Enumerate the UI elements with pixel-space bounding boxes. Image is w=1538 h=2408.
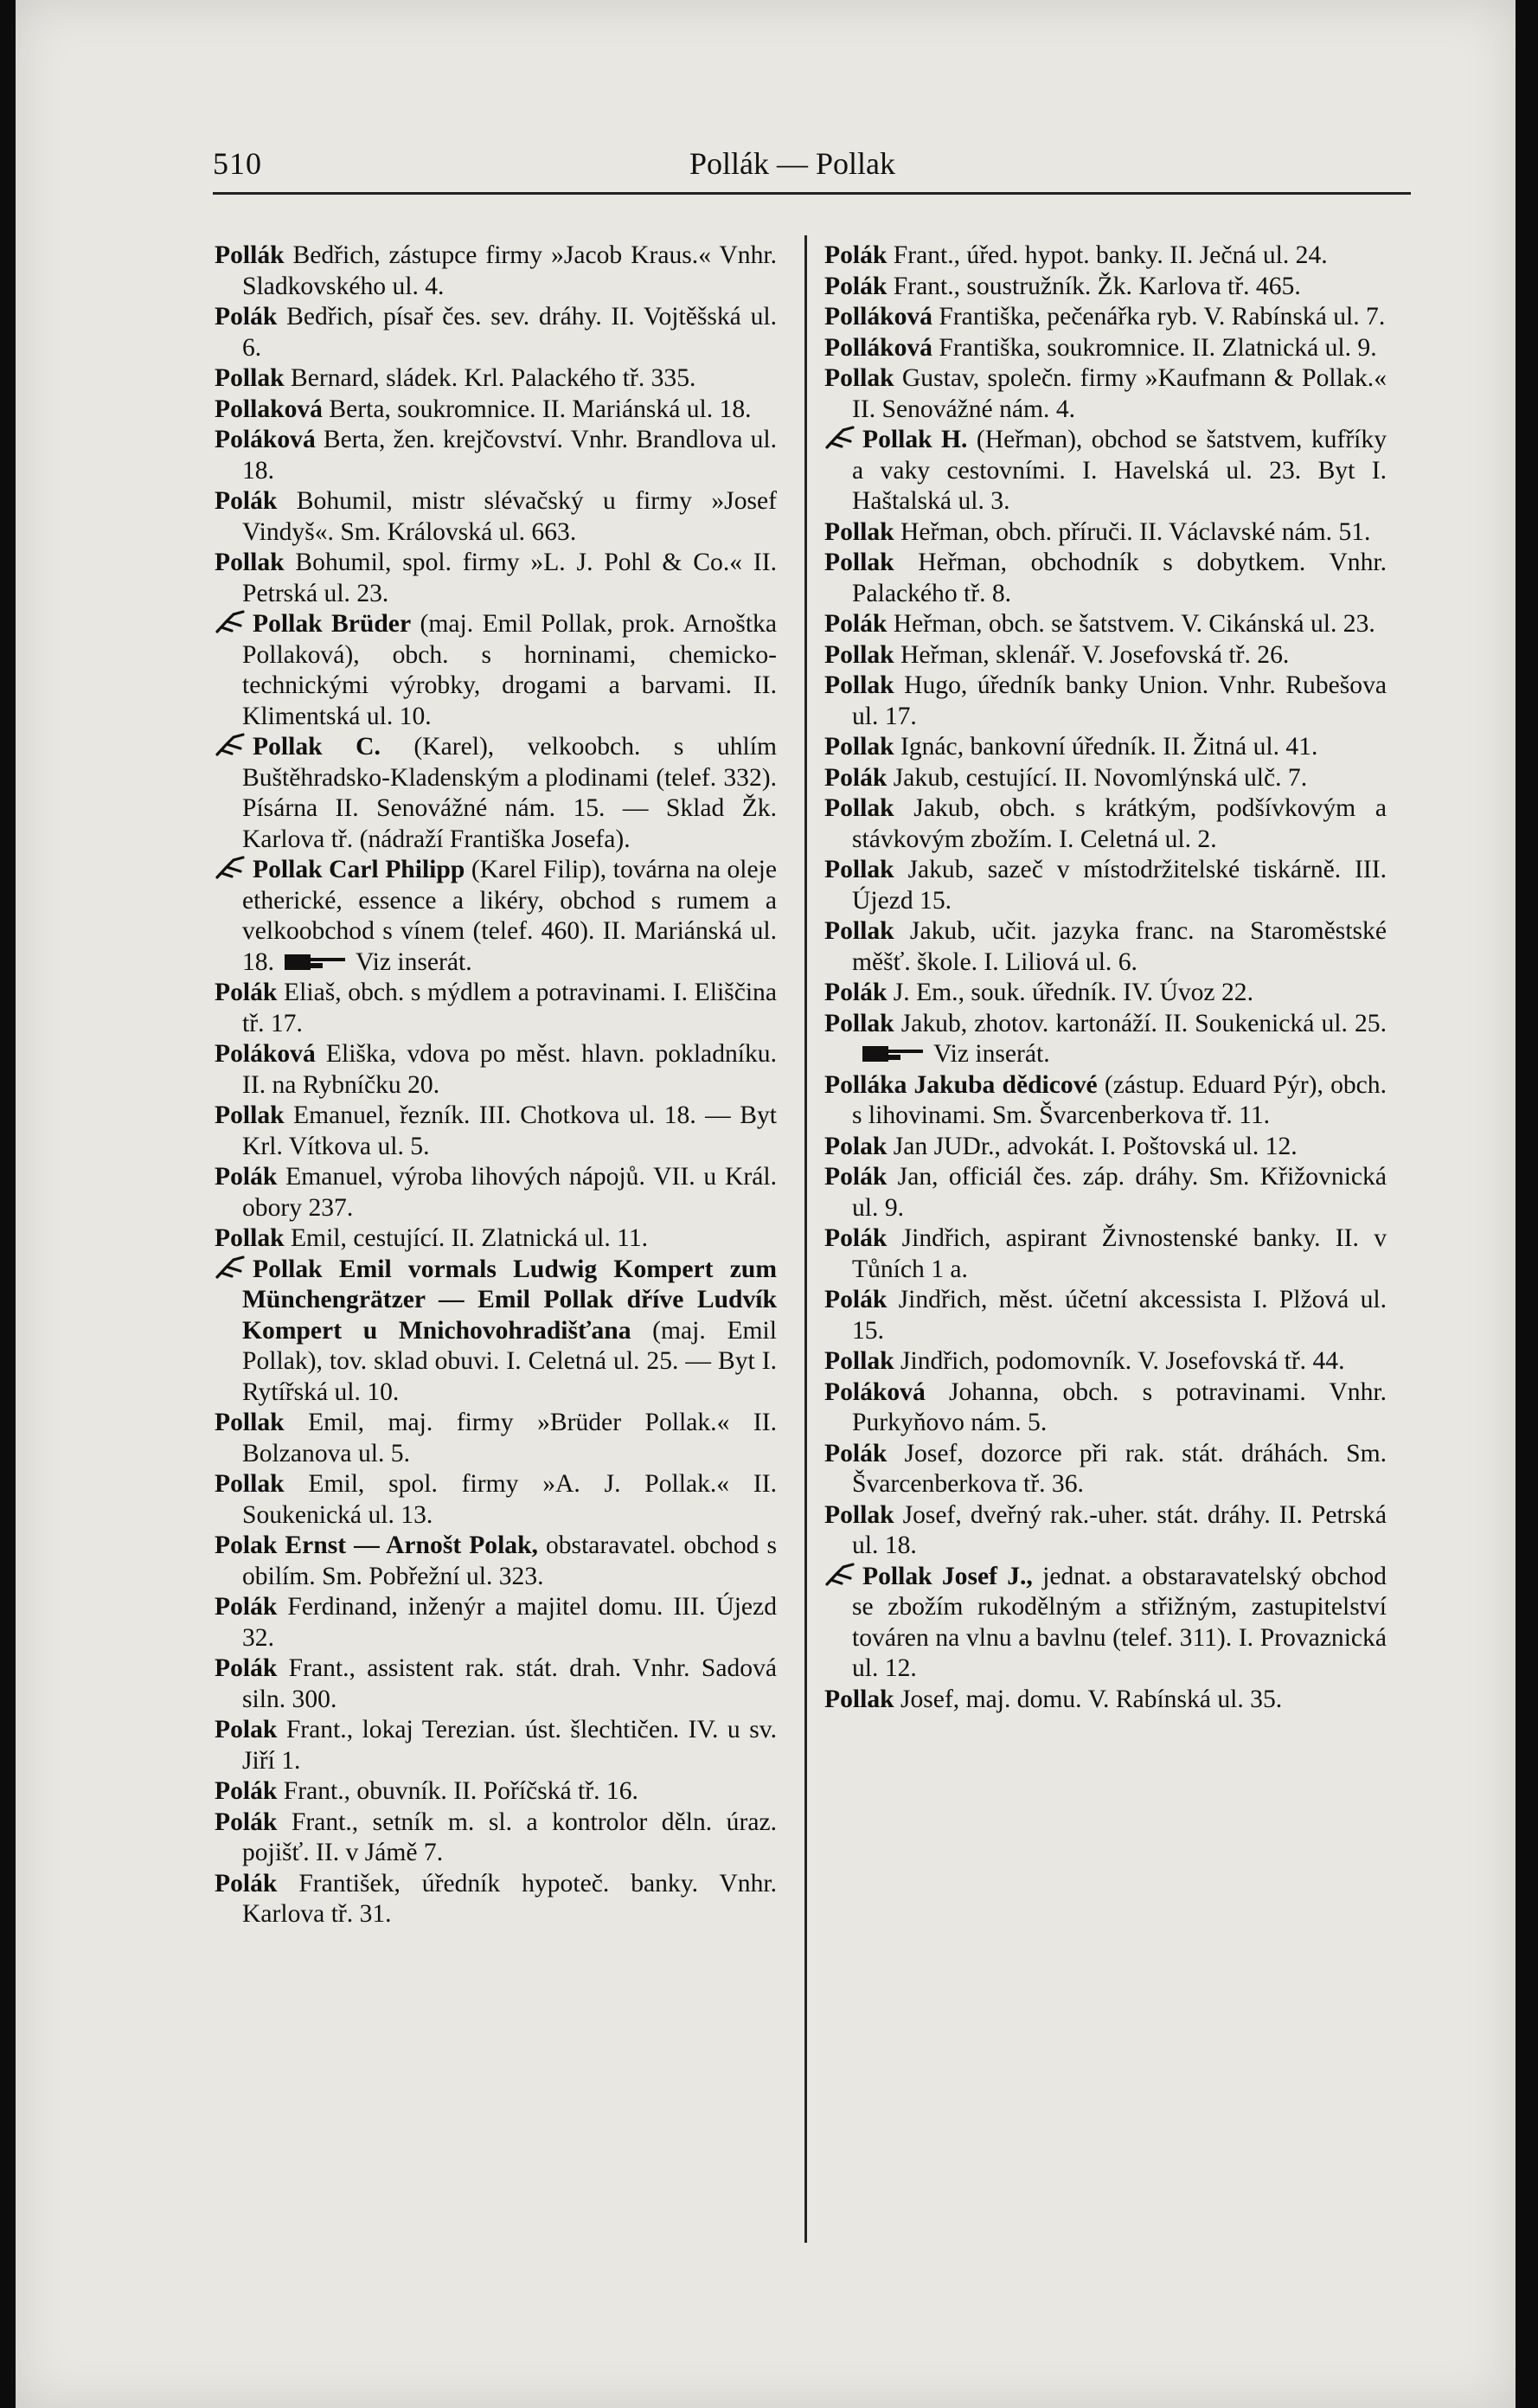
directory-entry: [215, 1223, 777, 1255]
entry-text: Jakub, zhotov. kartonáží. II. Soukenická ul. 25.: [894, 1009, 1387, 1037]
directory-entry: [215, 1255, 777, 1409]
directory-entry: [824, 732, 1387, 763]
entry-name: Polák: [215, 487, 278, 515]
entry-text: Josef, dozorce při rak. stát. dráhách. Sm. Švarcenberkova tř. 36.: [852, 1439, 1387, 1498]
directory-entry: [215, 1592, 777, 1653]
entry-name: Pollak Carl Philipp: [253, 856, 465, 883]
directory-entry: [824, 1285, 1387, 1346]
column-divider: [804, 235, 807, 2243]
directory-entry: [824, 363, 1387, 425]
entry-name: Pollak C.: [253, 733, 381, 761]
entry-name: Polák: [215, 1654, 278, 1682]
entry-text: Heřman, obch. se šatstvem. V. Cikánská ul. 23.: [887, 610, 1375, 638]
header-rule: [213, 192, 1411, 195]
directory-entry: [824, 1377, 1387, 1439]
entry-name: Polák: [824, 1224, 888, 1252]
entry-name: Polák: [215, 1163, 278, 1191]
directory-entry: [215, 855, 777, 978]
directory-entry: [824, 855, 1387, 916]
directory-entry: [824, 302, 1387, 333]
entry-text: obstaravatel. obchod s obilím. Sm. Pobřežní ul. 323.: [242, 1531, 777, 1590]
entry-name: Pollak: [824, 917, 894, 945]
entry-text: Jakub, obch. s krátkým, podšívkovým a stávkovým zbožím. I. Celetná ul. 2.: [852, 794, 1387, 853]
entry-name: Polak: [824, 1132, 888, 1160]
entry-name: Polák: [215, 1777, 278, 1805]
entry-text: Bohumil, spol. firmy »L. J. Pohl & Co.« II. Petrská ul. 23.: [242, 549, 777, 607]
entry-name: Polák: [824, 272, 888, 300]
entry-text: Jindřich, podomovník. V. Josefovská tř. 44.: [894, 1347, 1345, 1375]
directory-entry: [824, 548, 1387, 609]
entry-name: Pollak: [824, 671, 894, 699]
entry-text: Jindřich, aspirant Živnostenské banky. II. v Tůních 1 a.: [852, 1224, 1387, 1283]
entry-name: Polák: [824, 241, 888, 269]
entry-name: Pollak: [215, 364, 285, 392]
directory-page: [16, 0, 1516, 2408]
entry-name: Pollak: [824, 640, 894, 669]
directory-entry: [824, 793, 1387, 855]
directory-entry: [215, 609, 777, 732]
entry-name: Polak Ernst — Arnošt Polak,: [215, 1531, 538, 1559]
directory-entry: [215, 1469, 777, 1531]
entry-text: Františka, soukromnice. II. Zlatnická ul. 9.: [932, 333, 1377, 362]
entry-name: Pollak: [824, 794, 894, 822]
entry-text: Frant., soustružník. Žk. Karlova tř. 465.: [887, 272, 1301, 300]
hand-symbol-icon: [215, 1255, 247, 1280]
entry-text: (maj. Emil Pollak), tov. sklad obuvi. I. Celetná ul. 25. — Byt I. Rytířská ul. 10.: [242, 1316, 777, 1406]
see-advert-note: Viz inserát.: [356, 947, 472, 976]
directory-entry: [215, 1162, 777, 1223]
entry-text: Heřman, obch. příruči. II. Václavské nám. 51.: [894, 517, 1371, 546]
hand-symbol-icon: [215, 856, 247, 880]
entry-name: Pollak Brüder: [253, 610, 412, 638]
entry-text: Bedřich, zástupce firmy »Jacob Kraus.« Vnhr. Sladkovského ul. 4.: [242, 241, 777, 300]
directory-entry: [824, 1500, 1387, 1562]
entry-name: Pollak H.: [862, 426, 968, 453]
entry-text: Frant., úřed. hypot. banky. II. Ječná ul. 24.: [887, 241, 1328, 269]
directory-entry: [824, 1562, 1387, 1685]
directory-entry: [215, 1715, 777, 1776]
directory-entry: [215, 1408, 777, 1469]
entry-name: Pollak Emil vormals Ludwig Kompert zum Münchengrätzer — Emil Pollak dříve Ludvík Kompert u Mnichovohradišťana: [242, 1255, 777, 1345]
entry-text: Ferdinand, inženýr a majitel domu. III. Újezd 32.: [242, 1593, 777, 1652]
directory-entry: [215, 395, 777, 426]
entry-name: Polák: [215, 1808, 278, 1836]
entry-name: Polák: [824, 610, 888, 638]
entry-name: Polláková: [824, 333, 932, 362]
entry-name: Pollak: [215, 1101, 285, 1129]
entry-name: Poláková: [215, 1040, 316, 1068]
entry-name: Pollak: [824, 1500, 894, 1529]
entry-name: Polák: [824, 1286, 888, 1313]
entry-text: Eliaš, obch. s mýdlem a potravinami. I. Eliščina tř. 17.: [242, 979, 777, 1037]
entry-name: Pollak: [824, 733, 894, 761]
right-column: [824, 241, 1387, 1715]
entry-text: Emanuel, řezník. III. Chotkova ul. 18. — Byt Krl. Vítkova ul. 5.: [242, 1101, 777, 1160]
entry-text: Jakub, cestující. II. Novomlýnská ulč. 7.: [887, 763, 1308, 792]
entry-text: (Heřman), obchod se šatstvem, kufříky a vaky cestovními. I. Havelská ul. 23. Byt I. Haštalská ul. 3.: [852, 426, 1387, 515]
pointing-hand-icon: [859, 1043, 926, 1065]
entry-text: jednat. a obstaravatelský obchod se zbožím rukodělným a střižným, zastupitelství továren na vlnu a bavlnu (telef. 311). I. Provaznická ul. 12.: [852, 1562, 1387, 1682]
directory-entry: [215, 1101, 777, 1162]
entry-text: Johanna, obch. s potravinami. Vnhr. Purkyňovo nám. 5.: [852, 1377, 1387, 1436]
directory-entry: [824, 1346, 1387, 1377]
entry-name: Pollak: [215, 1224, 285, 1252]
entry-text: Jan, officiál čes. záp. dráhy. Sm. Křižovnická ul. 9.: [852, 1163, 1387, 1222]
hand-symbol-icon: [215, 610, 247, 634]
entry-name: Polák: [824, 979, 888, 1006]
directory-entry: [215, 1869, 777, 1930]
entry-name: Poláková: [215, 426, 316, 453]
entry-text: Františka, pečenářka ryb. V. Rabínská ul. 7.: [932, 303, 1386, 331]
directory-entry: [215, 363, 777, 395]
hand-symbol-icon: [824, 426, 857, 450]
directory-entry: [824, 272, 1387, 303]
directory-entry: [824, 1223, 1387, 1285]
entry-text: Heřman, sklenář. V. Josefovská tř. 26.: [894, 640, 1290, 669]
entry-text: Berta, soukromnice. II. Mariánská ul. 18.: [322, 395, 752, 423]
entry-name: Pollak: [824, 549, 894, 576]
entry-text: (Karel), velkoobch. s uhlím Buštěhradsko-Kladenským a plodinami (telef. 332). Písárna II. Senovážné nám. 15. — Sklad Žk. Karlova tř. (nádraží Františka Josefa).: [242, 733, 777, 853]
entry-name: Pollák: [215, 241, 285, 269]
see-advert-note: Viz inserát.: [933, 1040, 1050, 1068]
entry-text: Berta, žen. krejčovství. Vnhr. Brandlova ul. 18.: [242, 426, 777, 485]
running-head: Pollák — Pollak: [689, 146, 895, 181]
directory-entry: [824, 1070, 1387, 1132]
entry-name: Polák: [824, 1439, 888, 1467]
directory-entry: [824, 1132, 1387, 1163]
entry-name: Pollaková: [215, 395, 323, 423]
entry-name: Polák: [215, 1593, 278, 1621]
entry-name: Polák: [215, 1869, 278, 1898]
directory-entry: [824, 978, 1387, 1009]
entry-text: Bohumil, mistr slévačský u firmy »Josef Vindyš«. Sm. Královská ul. 663.: [242, 487, 777, 546]
entry-text: Emil, cestující. II. Zlatnická ul. 11.: [284, 1224, 649, 1252]
entry-text: Jan JUDr., advokát. I. Poštovská ul. 12.: [887, 1132, 1298, 1160]
entry-text: Emil, spol. firmy »A. J. Pollak.« II. Soukenická ul. 13.: [242, 1470, 777, 1529]
entry-name: Polák: [215, 303, 278, 331]
pointing-hand-icon: [281, 951, 349, 973]
directory-entry: [215, 425, 777, 486]
entry-name: Polák: [215, 979, 278, 1006]
entry-text: Jakub, učit. jazyka franc. na Staroměstské měšť. škole. I. Liliová ul. 6.: [852, 917, 1387, 976]
entry-text: Jindřich, měst. účetní akcessista I. Plžová ul. 15.: [852, 1286, 1387, 1345]
entry-name: Polák: [824, 763, 888, 792]
entry-text: J. Em., souk. úředník. IV. Úvoz 22.: [887, 979, 1253, 1006]
entry-text: Frant., obuvník. II. Poříčská tř. 16.: [277, 1777, 638, 1805]
directory-entry: [215, 1039, 777, 1101]
directory-entry: [824, 425, 1387, 517]
entry-name: Pollak: [824, 1685, 894, 1713]
directory-entry: [215, 732, 777, 855]
entry-name: Polláková: [824, 303, 932, 331]
directory-entry: [824, 609, 1387, 640]
entry-name: Pollak: [215, 549, 285, 576]
entry-text: Josef, dveřný rak.-uher. stát. dráhy. II. Petrská ul. 18.: [852, 1500, 1387, 1559]
directory-entry: [215, 1653, 777, 1715]
directory-entry: [215, 486, 777, 548]
entry-name: Pollak: [824, 1009, 894, 1037]
directory-entry: [824, 1009, 1387, 1070]
page-header: [213, 145, 1415, 197]
directory-entry: [215, 548, 777, 609]
entry-name: Pollak: [824, 364, 894, 392]
entry-name: Polláka Jakuba dědicové: [824, 1070, 1098, 1099]
entry-name: Pollak Josef J.,: [862, 1562, 1033, 1590]
entry-text: Heřman, obchodník s dobytkem. Vnhr. Palackého tř. 8.: [852, 549, 1387, 607]
directory-entry: [824, 241, 1387, 272]
entry-name: Polak: [215, 1716, 278, 1743]
entry-name: Pollak: [215, 1409, 285, 1436]
entry-text: Jakub, sazeč v místodržitelské tiskárně. III. Újezd 15.: [852, 856, 1387, 915]
left-column: [215, 241, 777, 1930]
entry-text: Gustav, společn. firmy »Kaufmann & Pollak.« II. Senovážné nám. 4.: [852, 364, 1387, 423]
directory-entry: [824, 1439, 1387, 1500]
entry-text: Bedřich, písař čes. sev. dráhy. II. Vojtěšská ul. 6.: [242, 303, 777, 362]
directory-entry: [215, 241, 777, 302]
entry-text: František, úředník hypoteč. banky. Vnhr. Karlova tř. 31.: [242, 1869, 777, 1928]
entry-text: (Karel Filip), továrna na oleje etherické, essence a likéry, obchod s rumem a velkoobchod s vínem (telef. 460). II. Mariánská ul. 18.: [242, 856, 777, 976]
directory-entry: [215, 302, 777, 363]
directory-entry: [824, 763, 1387, 794]
entry-name: Pollak: [824, 856, 894, 883]
directory-entry: [824, 1162, 1387, 1223]
entry-text: Ignác, bankovní úředník. II. Žitná ul. 41.: [894, 733, 1318, 761]
entry-text: Frant., setník m. sl. a kontrolor děln. úraz. pojišť. II. v Jámě 7.: [242, 1808, 777, 1866]
entry-text: (maj. Emil Pollak, prok. Arnoštka Pollaková), obch. s horninami, chemicko-technickými výrobky, drogami a barvami. II. Klimentská ul. 10.: [242, 610, 777, 730]
entry-text: Eliška, vdova po měst. hlavn. pokladníku. II. na Rybníčku 20.: [242, 1040, 777, 1099]
directory-entry: [215, 978, 777, 1039]
directory-entry: [824, 640, 1387, 671]
directory-entry: [824, 333, 1387, 364]
page-number: 510: [213, 146, 262, 181]
directory-entry: [824, 517, 1387, 549]
entry-text: (zástup. Eduard Pýr), obch. s lihovinami. Sm. Švarcenberkova tř. 11.: [852, 1070, 1387, 1129]
entry-text: Josef, maj. domu. V. Rabínská ul. 35.: [894, 1685, 1283, 1713]
entry-name: Pollak: [824, 1347, 894, 1375]
directory-entry: [824, 916, 1387, 978]
entry-text: Emanuel, výroba lihových nápojů. VII. u Král. obory 237.: [242, 1163, 777, 1222]
entry-name: Polák: [824, 1163, 888, 1191]
hand-symbol-icon: [215, 733, 247, 757]
directory-entry: [824, 1685, 1387, 1716]
entry-text: Frant., assistent rak. stát. drah. Vnhr. Sadová siln. 300.: [242, 1654, 777, 1713]
hand-symbol-icon: [824, 1563, 857, 1587]
entry-name: Pollak: [824, 517, 894, 546]
entry-text: Frant., lokaj Terezian. úst. šlechtičen. IV. u sv. Jiří 1.: [242, 1716, 777, 1775]
entry-name: Poláková: [824, 1377, 926, 1406]
entry-text: Hugo, úředník banky Union. Vnhr. Rubešova ul. 17.: [852, 671, 1387, 730]
entry-text: Bernard, sládek. Krl. Palackého tř. 335.: [284, 364, 696, 392]
directory-entry: [215, 1531, 777, 1592]
entry-name: Pollak: [215, 1470, 285, 1498]
directory-entry: [215, 1808, 777, 1869]
entry-text: Emil, maj. firmy »Brüder Pollak.« II. Bolzanova ul. 5.: [242, 1409, 777, 1467]
directory-entry: [215, 1776, 777, 1808]
directory-entry: [824, 671, 1387, 732]
